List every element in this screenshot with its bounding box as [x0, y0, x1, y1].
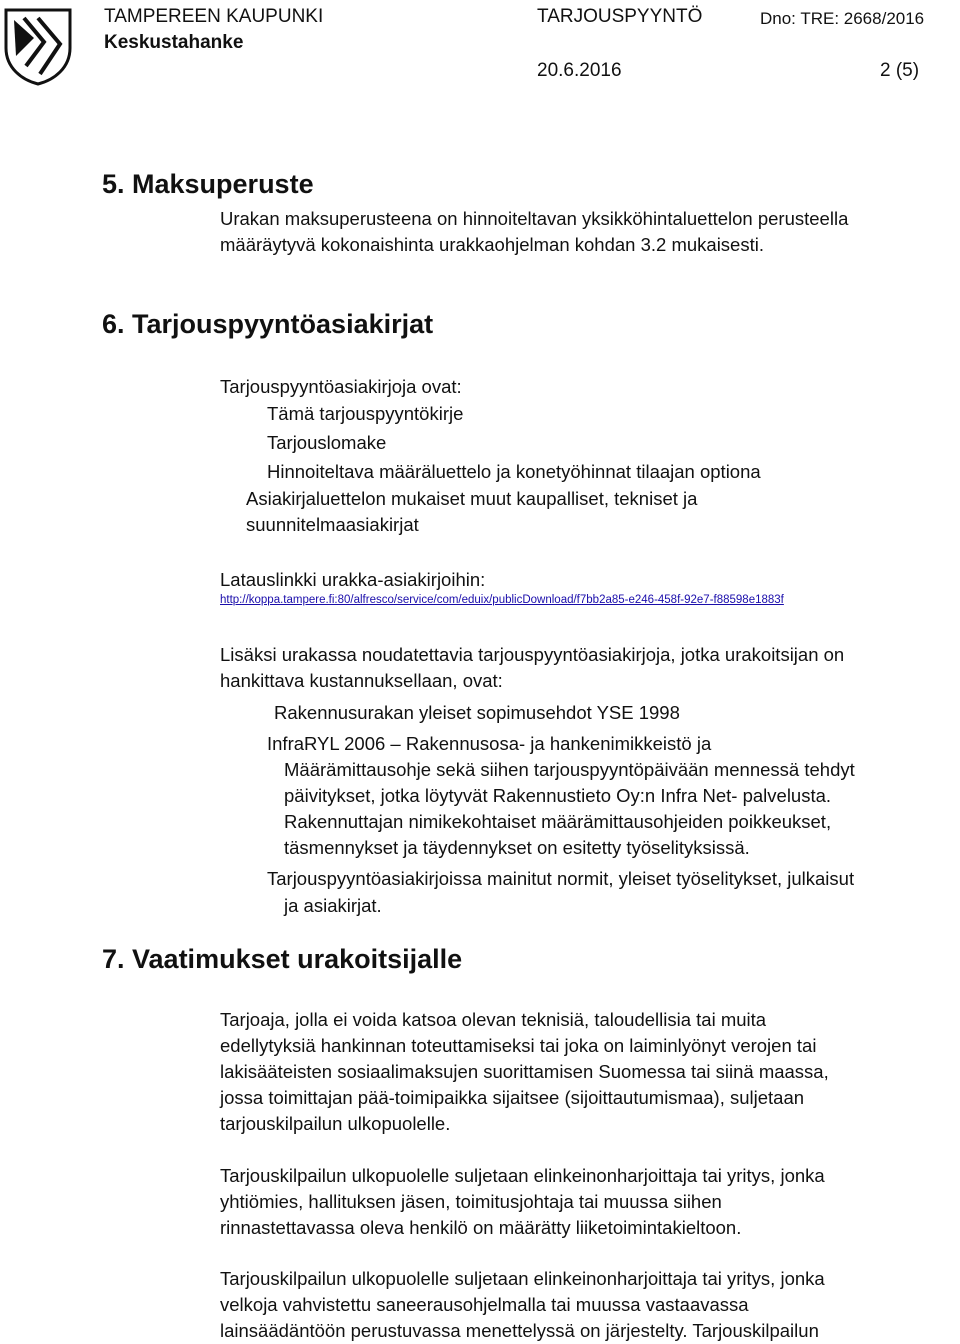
header-doc-type: TARJOUSPYYNTÖ	[537, 6, 703, 27]
paragraph-line: lainsäädäntöön perustuvassa menettelyssä on järjestelty. Tarjouskilpailun	[220, 1320, 819, 1341]
paragraph-line: edellytyksiä hankinnan toteuttamiseksi tai joka on laiminlyönyt verojen tai	[220, 1035, 817, 1056]
list-item: Tarjouspyyntöasiakirjoissa mainitut normit, yleiset työselitykset, julkaisut	[267, 868, 855, 889]
section-5-line: Urakan maksuperusteena on hinnoiteltavan yksikköhintaluettelon perusteella	[220, 208, 849, 229]
header-unit: Keskustahanke	[104, 32, 244, 53]
list-item: päivitykset, jotka löytyvät Rakennustieto Oy:n Infra Net- palvelusta.	[284, 785, 832, 806]
section-6-intro: Tarjouspyyntöasiakirjoja ovat:	[220, 376, 462, 397]
list-item: suunnitelmaasiakirjat	[246, 514, 419, 535]
section-7-title: 7. Vaatimukset urakoitsijalle	[102, 944, 463, 974]
section-5-line: määräytyvä kokonaishinta urakkaohjelman kohdan 3.2 mukaisesti.	[220, 234, 764, 255]
section-5-title: 5. Maksuperuste	[102, 169, 314, 199]
paragraph-line: yhtiömies, hallituksen jäsen, toimitusjohtaja tai muussa siihen	[220, 1191, 722, 1212]
paragraph-line: Tarjoaja, jolla ei voida katsoa olevan teknisiä, taloudellisia tai muita	[220, 1009, 767, 1030]
paragraph-line: rinnastettavassa oleva henkilö on määrätty liiketoimintakieltoon.	[220, 1217, 742, 1238]
list-item: Tämä tarjouspyyntökirje	[267, 403, 464, 424]
header-org: TAMPEREEN KAUPUNKI	[104, 6, 324, 27]
list-item: Määrämittausohje sekä siihen tarjouspyyntöpäivään mennessä tehdyt	[284, 759, 855, 780]
list-item: Asiakirjaluettelon mukaiset muut kaupalliset, tekniset ja	[246, 488, 698, 509]
section-6-extra-intro: hankittava kustannuksellaan, ovat:	[220, 670, 503, 691]
paragraph-line: jossa toimittajan pää-toimipaikka sijaitsee (sijoittautumismaa), suljetaan	[220, 1087, 805, 1108]
list-item: Rakennusurakan yleiset sopimusehdot YSE 1998	[274, 702, 680, 723]
paragraph-line: Tarjouskilpailun ulkopuolelle suljetaan elinkeinonharjoittaja tai yritys, jonka	[220, 1268, 825, 1289]
tampere-coat-of-arms-icon	[4, 8, 72, 86]
section-6-title: 6. Tarjouspyyntöasiakirjat	[102, 309, 434, 339]
header-doc-no: Dno: TRE: 2668/2016	[760, 9, 925, 28]
paragraph-line: lakisääteisten sosiaalimaksujen suorittamisen Suomessa tai siinä maassa,	[220, 1061, 829, 1082]
paragraph-line: velkoja vahvistettu saneerausohjelmalla tai muussa vastaavassa	[220, 1294, 749, 1315]
list-item: Rakennuttajan nimikekohtaiset määrämittausohjeiden poikkeukset,	[284, 811, 832, 832]
list-item: InfraRYL 2006 – Rakennusosa- ja hankenimikkeistö ja	[267, 733, 712, 754]
list-item: ja asiakirjat.	[284, 895, 382, 916]
download-link[interactable]: http://koppa.tampere.fi:80/alfresco/service/com/eduix/publicDownload/f7bb2a85-e246-458f-92e7-f88598e1883f	[220, 594, 784, 606]
download-link-label: Latauslinkki urakka-asiakirjoihin:	[220, 569, 486, 590]
paragraph-line: tarjouskilpailun ulkopuolelle.	[220, 1113, 451, 1134]
header-page: 2 (5)	[880, 60, 920, 81]
list-item: Tarjouslomake	[267, 432, 387, 453]
header-date: 20.6.2016	[537, 60, 622, 81]
list-item: Hinnoiteltava määräluettelo ja konetyöhinnat tilaajan optiona	[267, 461, 761, 482]
section-6-extra-intro: Lisäksi urakassa noudatettavia tarjouspyyntöasiakirjoja, jotka urakoitsijan on	[220, 644, 845, 665]
list-item: täsmennykset ja täydennykset on esitetty työselityksissä.	[284, 837, 750, 858]
paragraph-line: Tarjouskilpailun ulkopuolelle suljetaan elinkeinonharjoittaja tai yritys, jonka	[220, 1165, 825, 1186]
